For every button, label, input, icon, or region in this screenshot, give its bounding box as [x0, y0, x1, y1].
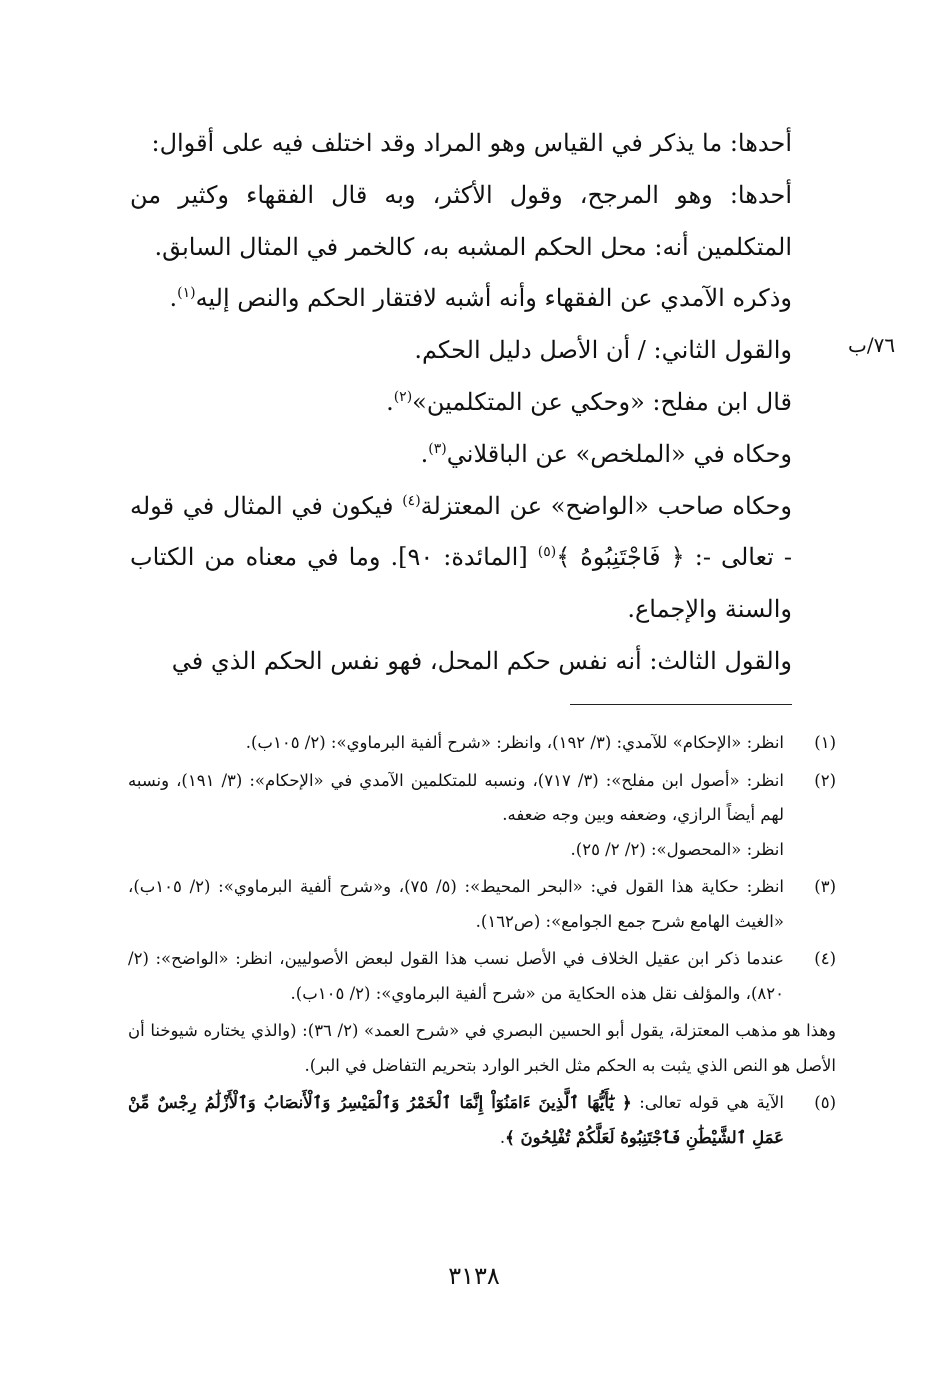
footnote-line	[128, 1086, 784, 1155]
footnote-number: (٣)	[814, 877, 836, 896]
footnote-line: انظر: حكاية هذا القول في: «البحر المحيط»: (٥/ ٧٥)، و«شرح ألفية البرماوي»: (٢/ ١٠٥ب)، «الغيث الهامع شرح جمع الجوامع»: (ص١٦٢).	[128, 877, 785, 931]
footnote-line: انظر: «أصول ابن مفلح»: (٣/ ٧١٧)، ونسبه للمتكلمين الآمدي في «الإحكام»: (٣/ ١٩١)، ونسبه لهم أيضاً الرازي، وضعفه وبين وجه ضعفه.	[128, 770, 784, 824]
footnote-ref-1[interactable]: (١)	[177, 285, 196, 302]
footnote-2	[128, 764, 836, 868]
footnote-4	[128, 942, 836, 1011]
paragraph-7-text-b: فيكون في المثال في قوله - تعالى -: ﴿ فَاجْتَنِبُوهُ ﴾	[130, 491, 792, 572]
footnote-5-end: .	[499, 1127, 506, 1147]
footnote-separator	[570, 704, 792, 705]
paragraph-5	[130, 377, 792, 429]
footnote-number: (٤)	[814, 949, 836, 968]
paragraph-2: أحدها: وهو المرجح، وقول الأكثر، وبه قال الفقهاء وكثير من المتكلمين أنه: محل الحكم المشبه به، كالخمر في المثال السابق.	[130, 180, 792, 261]
page-number: ٣١٣٨	[448, 1262, 500, 1290]
paragraph-3	[130, 273, 792, 325]
paragraph-7-text-a: وحكاه صاحب «الواضح» عن المعتزلة	[420, 491, 792, 520]
paragraph-5-end: .	[386, 387, 394, 416]
footnote-number: (٢)	[814, 770, 836, 790]
footnote-4-continued	[128, 1014, 836, 1083]
footnote-ref-4[interactable]: (٤)	[402, 492, 421, 509]
footnotes	[128, 726, 836, 1158]
footnote-1	[128, 726, 836, 761]
paragraph-3-text: وذكره الآمدي عن الفقهاء وأنه أشبه لافتقار الحكم والنص إليه	[195, 284, 792, 313]
footnote-line: انظر: «المحصول»: (٢/ ٢/ ٢٥).	[570, 839, 784, 859]
paragraph-5-text: قال ابن مفلح: «وحكي عن المتكلمين»	[412, 387, 792, 416]
footnote-5-lead: الآية هي قوله تعالى:	[631, 1093, 784, 1112]
paragraph-6-end: .	[420, 439, 429, 468]
manuscript-folio-marker: ٧٦/ب	[848, 333, 896, 357]
footnote-3	[128, 870, 836, 939]
footnote-ref-5[interactable]: (٥)	[537, 544, 557, 561]
paragraph-1: أحدها: ما يذكر في القياس وهو المراد وقد اختلف فيه على أقوال:	[151, 129, 792, 157]
footnote-line: انظر: «الإحكام» للآمدي: (٣/ ١٩٢)، وانظر: «شرح ألفية البرماوي»: (٢/ ١٠٥ب).	[245, 733, 784, 752]
paragraph-7-text-c: [المائدة: ٩٠]. وما في معناه من الكتاب والسنة والإجماع.	[130, 543, 792, 624]
footnote-line: وهذا هو مذهب المعتزلة، يقول أبو الحسين البصري في «شرح العمد» (٢/ ٣٦): (والذي يختاره شيوخنا أن الأصل هو النص الذي يثبت به الحكم مثل الخبر الوارد بتحريم التفاضل في البر).	[128, 1021, 836, 1075]
paragraph-8: والقول الثالث: أنه نفس حكم المحل، فهو نفس الحكم الذي في	[171, 646, 792, 675]
footnote-ref-3[interactable]: (٣)	[428, 440, 447, 457]
paragraph-6	[130, 429, 792, 481]
footnote-ref-2[interactable]: (٢)	[393, 388, 413, 405]
paragraph-4: والقول الثاني: / أن الأصل دليل الحكم.	[414, 336, 792, 365]
paragraph-7	[130, 481, 792, 636]
main-text	[130, 118, 792, 688]
footnote-5	[128, 1086, 836, 1155]
footnote-number: (٥)	[814, 1093, 836, 1112]
paragraph-3-end: .	[169, 284, 178, 313]
footnote-number: (١)	[814, 733, 836, 752]
paragraph-6-text: وحكاه في «الملخص» عن الباقلاني	[446, 439, 792, 468]
quran-verse: ﴿ يَٰٓأَيُّهَا ٱلَّذِينَ ءَامَنُوٓاْ إِنَّمَا ٱلْخَمْرُ وَٱلْمَيْسِرُ وَٱلْأَنصَابُ وَٱلْأَزْلَٰمُ رِجْسٌ مِّنْ عَمَلِ ٱلشَّيْطَٰنِ فَٱجْتَنِبُوهُ لَعَلَّكُمْ تُفْلِحُونَ ﴾	[128, 1093, 784, 1147]
footnote-line: عندما ذكر ابن عقيل الخلاف في الأصل نسب هذا القول لبعض الأصوليين، انظر: «الواضح»: (٢/ ٨٢٠)، والمؤلف نقل هذه الحكاية من «شرح ألفية البرماوي»: (٢/ ١٠٥ب).	[128, 949, 784, 1003]
